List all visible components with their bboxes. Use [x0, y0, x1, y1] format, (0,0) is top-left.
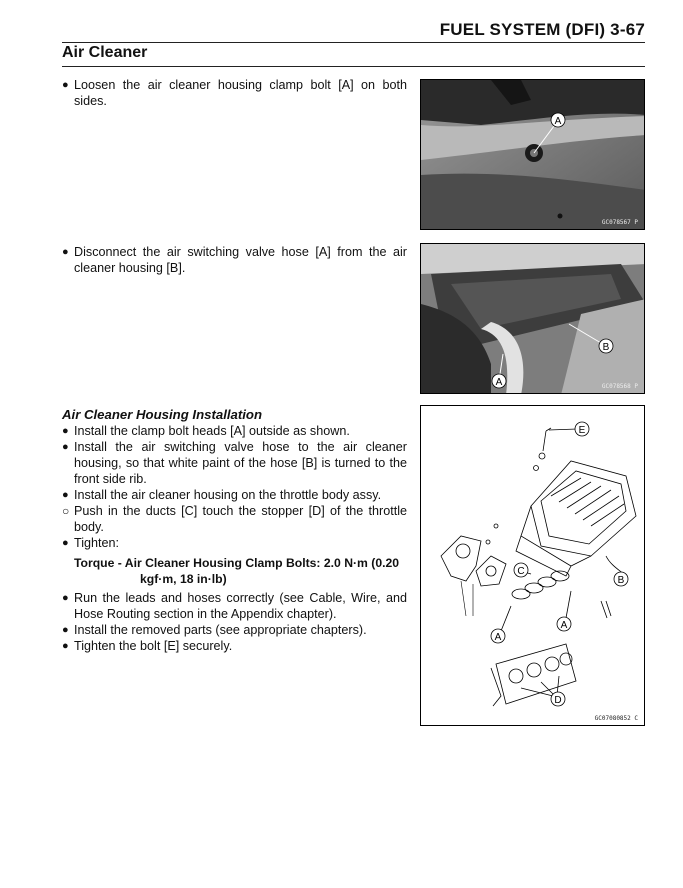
bullet-icon: ● — [62, 246, 69, 258]
bullet-icon: ● — [62, 592, 69, 604]
figure-code: GC078567 P — [601, 219, 638, 226]
bullet-icon: ● — [62, 79, 69, 91]
instruction-item: ● Run the leads and hoses correctly (see Cable, Wire, and Hose Routing section in the Appendix chapter). — [62, 591, 407, 621]
torque-spec — [62, 555, 407, 587]
step-disconnect-hose — [62, 244, 407, 276]
step-text: Loosen the air cleaner housing clamp bolt [A] on both sides. — [74, 78, 407, 108]
photo-hose — [420, 243, 645, 394]
callout-label: A — [554, 116, 562, 127]
callout-label: A — [560, 620, 568, 631]
bullet-icon: ● — [62, 537, 69, 549]
instruction-item: ● Install the air cleaner housing on the throttle body assy. — [62, 488, 382, 502]
instruction-item: ○ Push in the ducts [C] touch the stopper [D] of the throttle body. — [62, 504, 407, 534]
callout-label: D — [554, 695, 562, 706]
instruction-item: ● Install the air switching valve hose to the air cleaner housing, so that white paint of the hose [B] is turned to the front side rib. — [62, 440, 407, 486]
section-rule — [62, 66, 645, 67]
section-title: Air Cleaner — [62, 44, 148, 61]
callout-label: A — [495, 377, 503, 388]
callout-label: B — [602, 342, 610, 353]
bullet-icon: ● — [62, 640, 69, 652]
figure-code: GC07080852 C — [594, 715, 638, 722]
installation-title: Air Cleaner Housing Installation — [62, 407, 263, 422]
instruction-item: ● Install the removed parts (see appropriate chapters). — [62, 623, 367, 637]
page-header: FUEL SYSTEM (DFI) 3-67 — [439, 20, 645, 39]
callout-label: E — [578, 425, 586, 436]
step-text: Disconnect the air switching valve hose [A] from the air cleaner housing [B]. — [74, 245, 407, 275]
torque-line-1: Torque - Air Cleaner Housing Clamp Bolts: 2.0 N·m (0.20 — [74, 556, 400, 570]
bullet-icon: ● — [62, 425, 69, 437]
installation-section — [62, 407, 407, 654]
header-rule — [62, 42, 645, 43]
photo-clamp-bolt — [420, 79, 645, 230]
callout-label: B — [617, 575, 625, 586]
circle-bullet-icon: ○ — [62, 504, 70, 518]
instruction-item: ● Tighten the bolt [E] securely. — [62, 639, 233, 653]
figure-code: GC078568 P — [601, 383, 638, 390]
torque-line-2: kgf·m, 18 in·lb) — [140, 572, 227, 586]
bullet-icon: ● — [62, 441, 69, 453]
step-loosen-bolt — [62, 77, 407, 109]
exploded-diagram — [420, 405, 645, 726]
bullet-icon: ● — [62, 489, 69, 501]
bullet-icon: ● — [62, 624, 69, 636]
callout-label: C — [517, 566, 525, 577]
instruction-item: ● Tighten: — [62, 536, 120, 550]
instruction-item: ● Install the clamp bolt heads [A] outside as shown. — [62, 424, 350, 438]
callout-label: A — [494, 632, 502, 643]
